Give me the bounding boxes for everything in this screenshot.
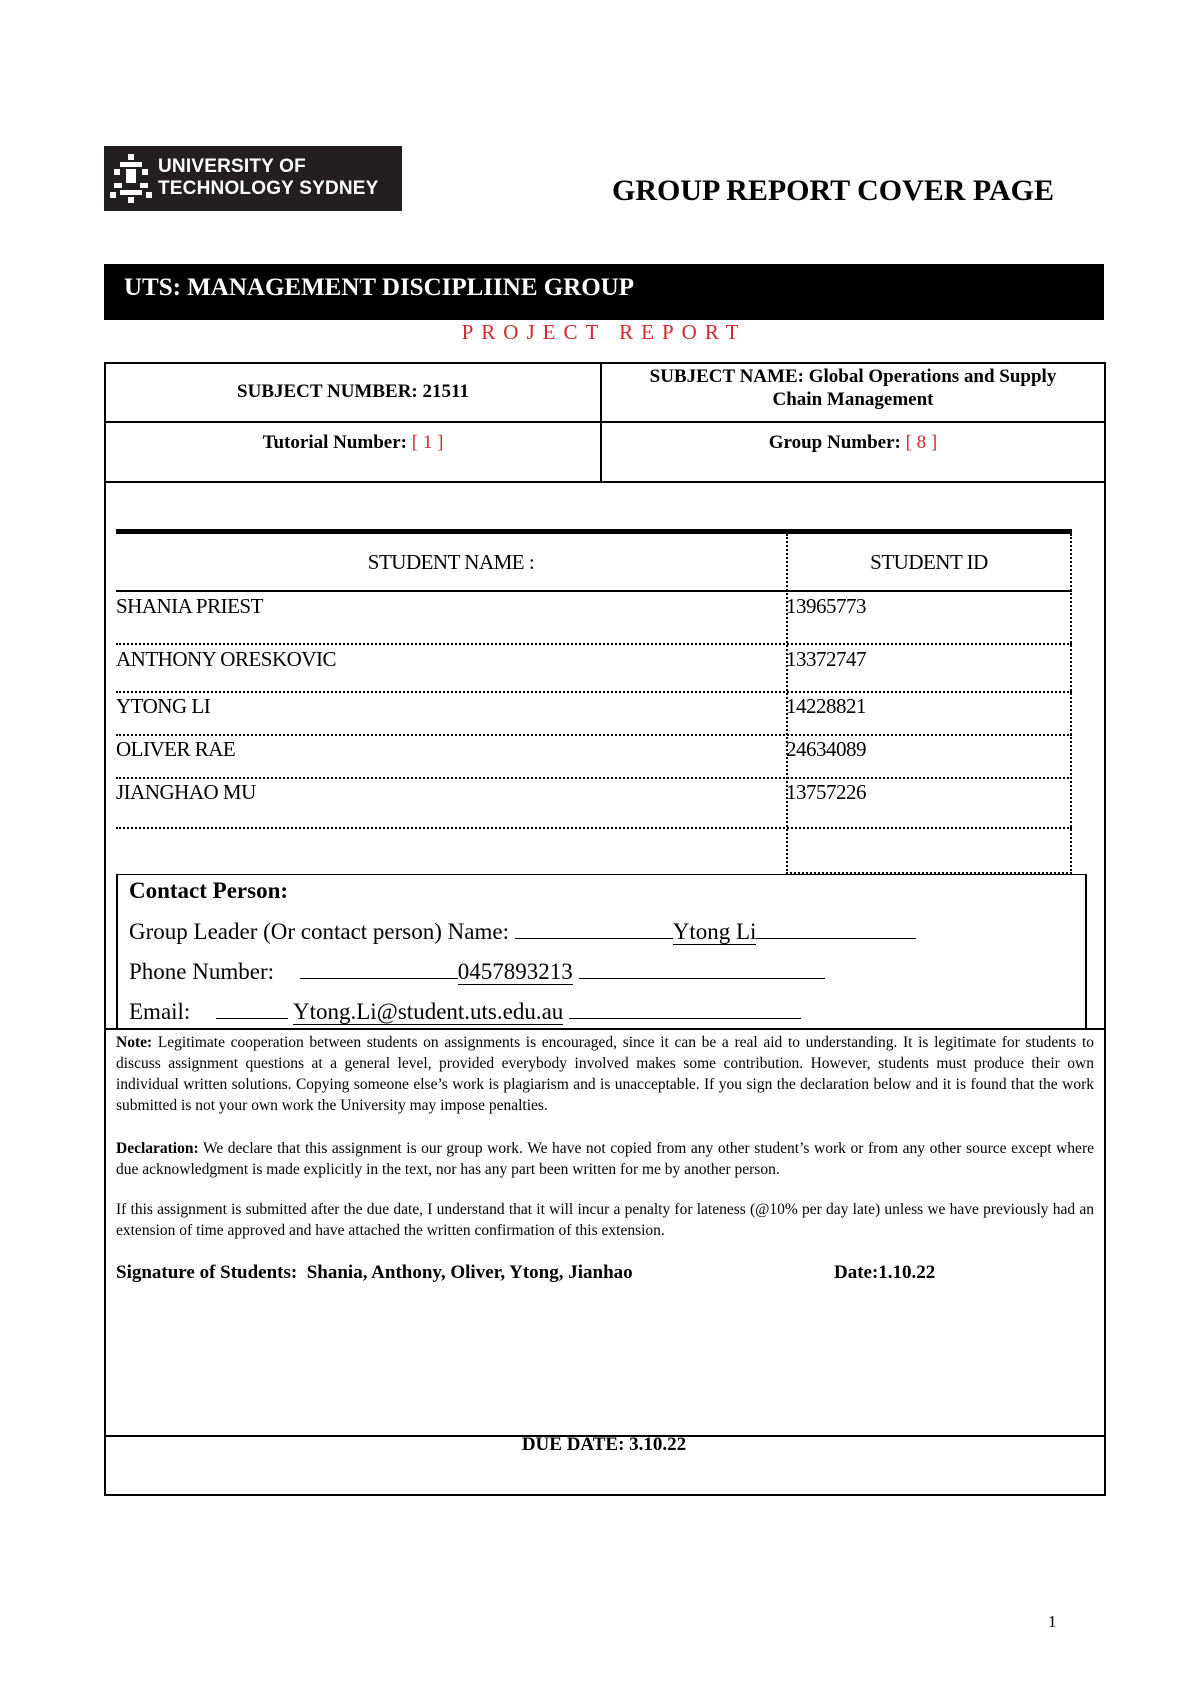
phone-value: 0457893213 [457,959,573,984]
blank-underline [515,918,673,939]
logo-line-1: UNIVERSITY OF [158,156,306,177]
email-label: Email: [129,999,191,1024]
uts-logo-mark [104,146,158,211]
student-name: JIANGHAO MU [116,780,256,804]
contact-leader-line [129,918,916,945]
student-table-top-rule [116,529,1072,534]
project-report-label: PROJECT REPORT [461,320,747,344]
student-id: 13372747 [786,647,866,671]
student-table-right-edge [1070,534,1072,874]
tutorial-value: [ 1 ] [411,432,444,453]
contact-phone-line [129,958,825,985]
signature-names: Shania, Anthony, Oliver, Ytong, Jianhao [306,1262,633,1283]
student-row-divider [116,691,1072,693]
logo-text [158,156,379,200]
signature-label: Signature of Students: [116,1262,298,1283]
blank-underline [216,998,288,1019]
email-value: Ytong.Li@student.uts.edu.au [292,999,564,1024]
blank-underline [756,918,916,939]
student-name: SHANIA PRIEST [116,594,263,618]
subject-name-line-1: SUBJECT NAME: Global Operations and Supply [649,366,1057,387]
group-label: Group Number: [768,432,901,453]
discipline-banner [104,264,1104,320]
banner-text: UTS: MANAGEMENT DISCIPLIINE GROUP [124,274,635,301]
student-row-divider [116,827,1072,829]
tutorial-label: Tutorial Number: [262,432,408,453]
student-id: 13965773 [786,594,866,618]
student-name: OLIVER RAE [116,737,236,761]
signature-line [116,1262,633,1284]
due-date: DUE DATE: 3.10.22 [521,1434,687,1455]
student-id: 14228821 [786,694,866,718]
declaration-paragraph [116,1138,1094,1180]
student-id-header: STUDENT ID [870,550,988,574]
contact-email-line [129,998,801,1025]
student-row-divider [116,777,1072,779]
declaration-text: We declare that this assignment is our group work. We have not copied from any other student’s work or from any other source except where due acknowledgment is made explicitly in the text, nor has any part been written for me by another person. [116,1140,1094,1178]
phone-label: Phone Number: [129,959,275,984]
tutorial-number [106,432,600,454]
student-id: 24634089 [786,737,866,761]
late-penalty-paragraph: If this assignment is submitted after the due date, I understand that it will incur a penalty for lateness (@10% per day late) unless we have previously had an extension of time approved and have attached the written confirmation of this extension. [116,1201,1094,1239]
blank-underline [300,958,458,979]
row-divider [106,481,1104,483]
row-divider [106,421,1104,423]
leader-value: Ytong Li [672,919,757,944]
student-name: ANTHONY ORESKOVIC [116,647,336,671]
uts-logo [104,146,402,211]
blank-underline [579,958,825,979]
group-number [602,432,1104,454]
group-value: [ 8 ] [905,432,938,453]
note-paragraph [116,1032,1094,1116]
subject-number: SUBJECT NUMBER: 21511 [237,381,469,402]
student-table-header-rule [116,590,1072,592]
blank-underline [569,998,801,1019]
declaration-label: Declaration: [116,1140,199,1157]
student-id: 13757226 [786,780,866,804]
subject-name [602,365,1104,411]
logo-line-2: TECHNOLOGY SYDNEY [158,178,379,199]
student-row-divider [116,643,1072,645]
student-name: YTONG LI [116,694,211,718]
contact-heading: Contact Person: [129,878,289,903]
page-title: GROUP REPORT COVER PAGE [612,174,1055,207]
note-text: Legitimate cooperation between students on assignments is encouraged, since it can be a real aid to understanding. It is legitimate for students to discuss assignment questions at a general level, provided everybody involved makes some contribution. However, students must produce their own individual written solutions. Copying someone else’s work is plagiarism and is unacceptable. If you sign the declaration below and it is found that the work submitted is not your own work the University may impose penalties. [116,1034,1094,1114]
note-label: Note: [116,1034,153,1051]
signature-date: Date:1.10.22 [834,1262,936,1283]
student-name-header: STUDENT NAME : [367,550,535,574]
leader-label: Group Leader (Or contact person) Name: [129,919,509,944]
subject-name-line-2: Chain Management [772,389,934,410]
student-row-divider [116,734,1072,736]
page-number: 1 [1048,1612,1057,1631]
